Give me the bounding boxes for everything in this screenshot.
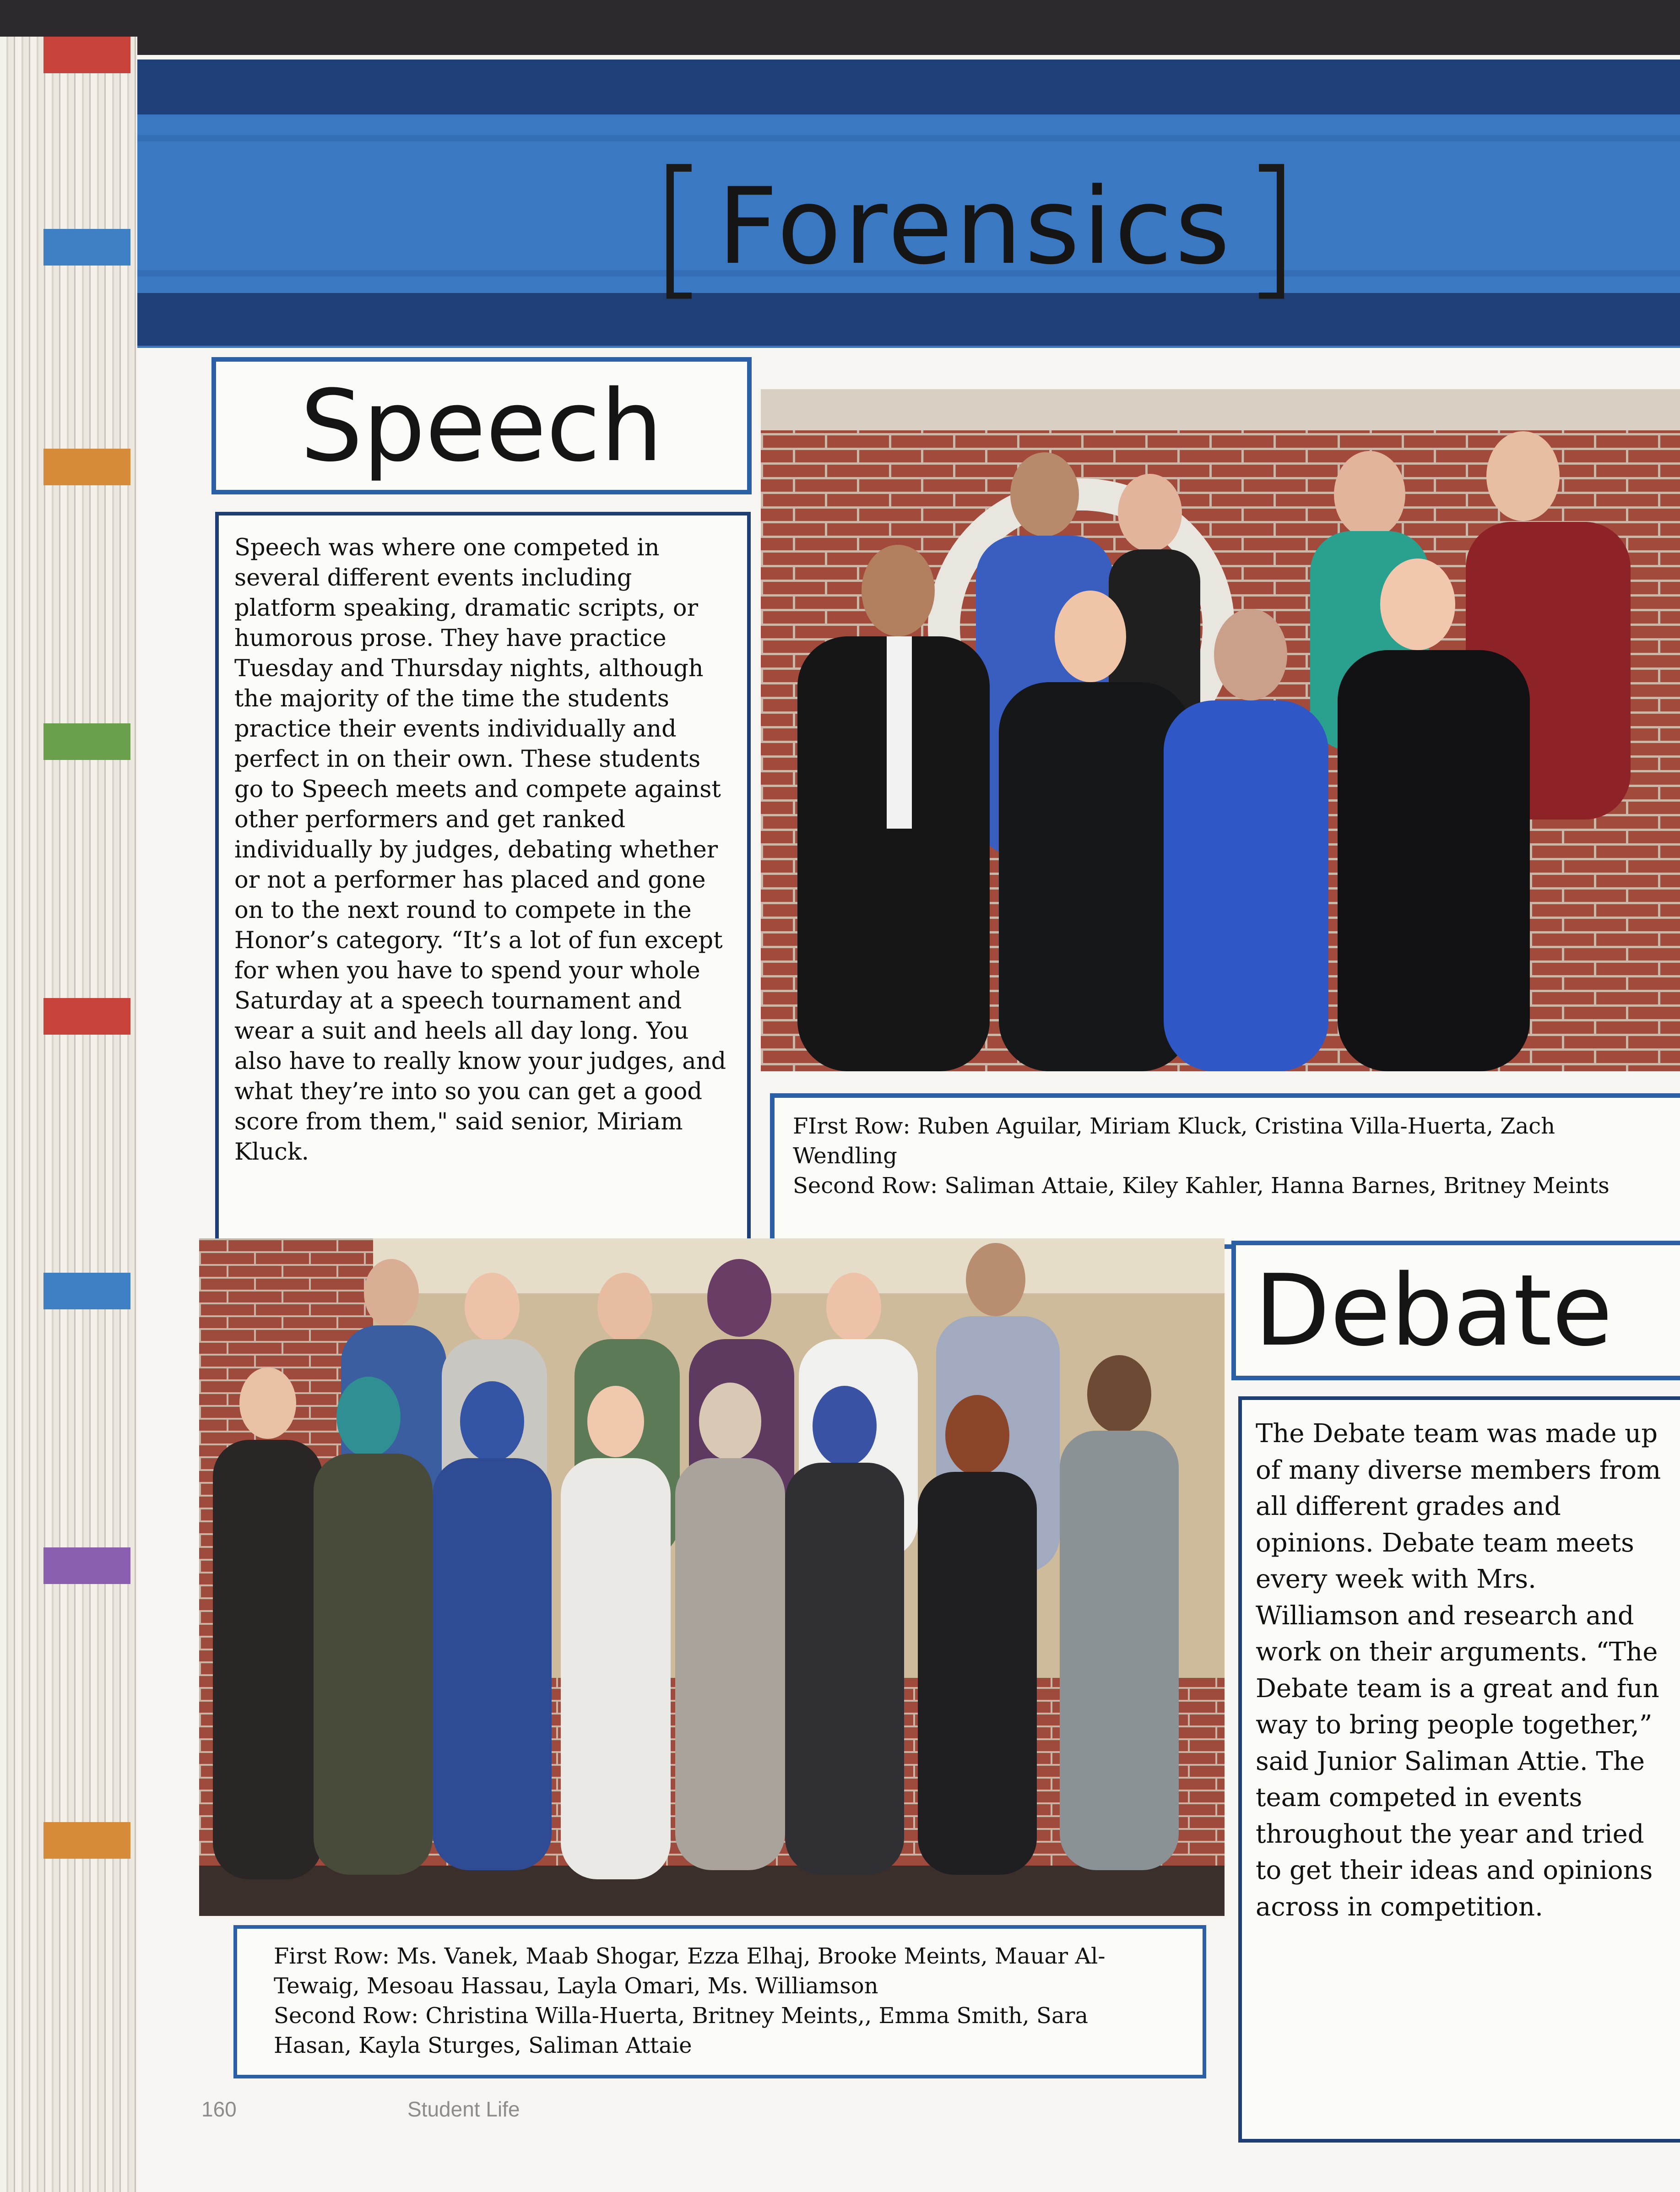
header-top-band	[137, 60, 1680, 114]
page-number: 160	[201, 2097, 237, 2121]
debate-caption-row2: Second Row: Christina Willa-Huerta, Britney Meints,, Emma Smith, Sara Hasan, Kayla Sturges, Saliman Attaie	[274, 2003, 1088, 2058]
yearbook-page	[137, 55, 1680, 2192]
debate-text-box	[1238, 1396, 1680, 2143]
speech-caption-row2: Second Row: Saliman Attaie, Kiley Kahler, Hanna Barnes, Britney Meints	[793, 1173, 1610, 1199]
speech-caption-row1: FIrst Row: Ruben Aguilar, Miriam Kluck, Cristina Villa-Huerta, Zach Wendling	[793, 1113, 1555, 1169]
debate-heading: Debate	[1254, 1253, 1613, 1368]
page-title: Forensics	[717, 165, 1233, 288]
page-title-block	[641, 128, 1309, 325]
speech-team-photo	[761, 389, 1680, 1071]
speech-heading: Speech	[300, 368, 663, 483]
speech-text-box	[215, 512, 751, 1268]
debate-heading-box	[1231, 1241, 1680, 1380]
speech-caption-box	[770, 1093, 1680, 1249]
debate-team-photo	[199, 1238, 1225, 1916]
left-bracket: [	[649, 139, 709, 315]
debate-caption-box	[233, 1925, 1206, 2078]
section-label: Student Life	[407, 2097, 520, 2121]
speech-body-text: Speech was where one competed in several different events including platform speaking, dramatic scripts, or humorous prose. They have practice Tuesday and Thursday nights, although the majority of the time the students practice their events individually and perfect in on their own. These students go to Speech meets and compete against other performers and get ranked individually by judges, debating whether or not a performer has placed and gone on to the next round to compete in the Honor’s category. “It’s a lot of fun except for when you have to spend your whole Saturday at a speech tournament and wear a suit and heels all day long. You also have to really know your judges, and what they’re into so you can get a good score from them," said senior, Miriam Kluck.	[234, 534, 726, 1166]
page-edge-color-tabs	[43, 37, 130, 2192]
right-bracket: ]	[1241, 139, 1301, 315]
speech-heading-box	[211, 357, 752, 494]
debate-caption-row1: First Row: Ms. Vanek, Maab Shogar, Ezza Elhaj, Brooke Meints, Mauar Al-Tewaig, Mesoau Hassau, Layla Omari, Ms. Williamson	[274, 1943, 1106, 1999]
debate-body-text: The Debate team was made up of many diverse members from all different grades and opinions. Debate team meets every week with Mrs. Williamson and research and work on their arguments. “The Debate team is a great and fun way to bring people together,” said Junior Saliman Attie. The team competed in events throughout the year and tried to get their ideas and opinions across in competition.	[1256, 1419, 1661, 1922]
